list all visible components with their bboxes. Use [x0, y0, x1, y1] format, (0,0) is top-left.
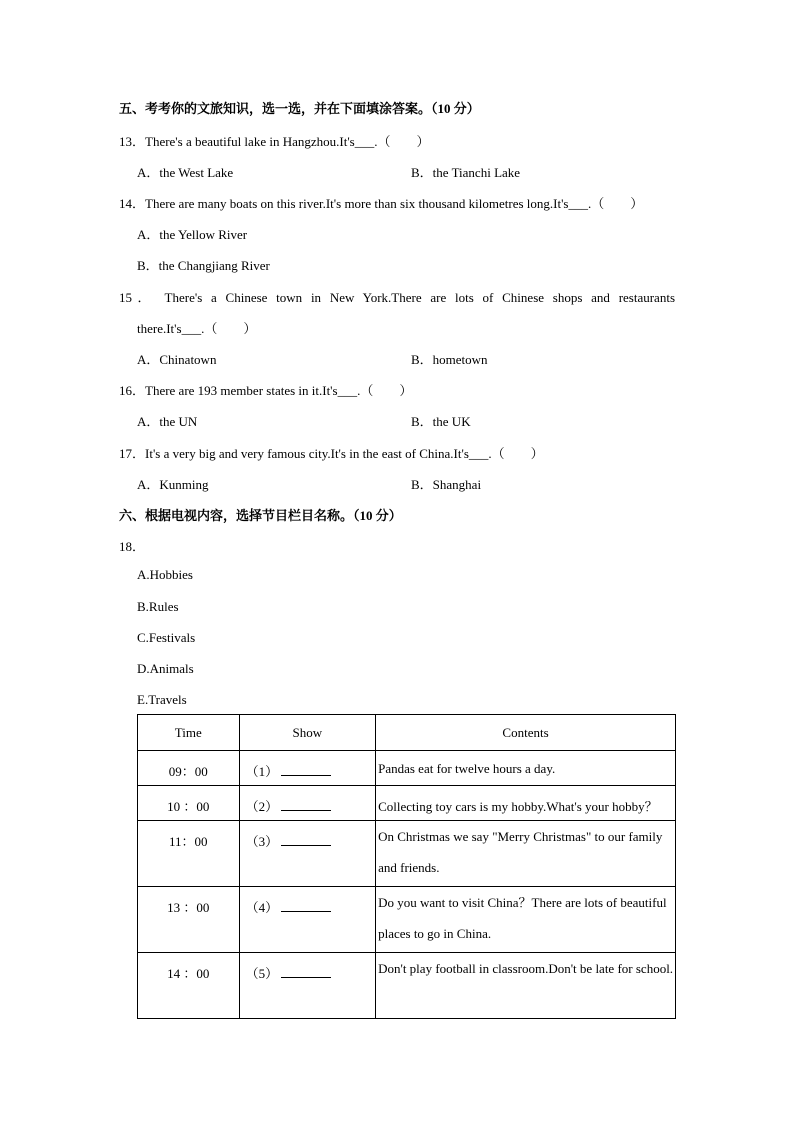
answer-blank[interactable]	[281, 798, 331, 811]
question-15-line2: there.It's___.（ ）	[137, 321, 257, 336]
row-contents: On Christmas we say "Merry Christmas" to our family and friends.	[376, 821, 676, 887]
show-number: （5）	[245, 966, 279, 981]
row-contents: Collecting toy cars is my hobby.What's your hobby？	[376, 786, 676, 821]
section5-heading: 五、考考你的文旅知识，选一选，并在下面填涂答案。（10 分）	[119, 101, 480, 116]
row-show	[239, 821, 376, 887]
answer-blank[interactable]	[281, 899, 331, 912]
table-row	[138, 953, 676, 1019]
q16-option-b: B．the UK	[411, 414, 471, 429]
row-time: 10 ：00	[138, 786, 240, 821]
row-contents: Don't play football in classroom.Don't be late for school.	[376, 953, 676, 1019]
row-contents: Pandas eat for twelve hours a day.	[376, 751, 676, 786]
question-15-line1: 15． There's a Chinese town in New York.There are lots of Chinese shops and restaurants	[119, 290, 675, 305]
header-time: Time	[138, 715, 240, 751]
row-show	[239, 751, 376, 786]
table-row	[138, 887, 676, 953]
q13-option-a: A．the West Lake	[137, 165, 234, 180]
row-time: 11：00	[138, 821, 240, 887]
q13-option-b: B．the Tianchi Lake	[411, 165, 521, 180]
show-number: （3）	[245, 834, 279, 849]
table-header-row	[138, 715, 676, 751]
question-16: 16．There are 193 member states in it.It's___.（ ）	[119, 383, 413, 398]
show-number: （4）	[245, 900, 279, 915]
q17-option-b: B．Shanghai	[411, 477, 482, 492]
q14-option-a: A．the Yellow River	[137, 227, 248, 242]
option-rules: B.Rules	[137, 599, 179, 614]
show-number: （1）	[245, 764, 279, 779]
row-time: 09：00	[138, 751, 240, 786]
table-row	[138, 751, 676, 786]
table-row	[138, 821, 676, 887]
question-14: 14．There are many boats on this river.It's more than six thousand kilometres long.It's___.（ ）	[119, 196, 644, 211]
row-show	[239, 887, 376, 953]
show-number: （2）	[245, 799, 279, 814]
option-festivals: C.Festivals	[137, 630, 196, 645]
answer-blank[interactable]	[281, 763, 331, 776]
q15-option-a: A．Chinatown	[137, 352, 217, 367]
option-travels: E.Travels	[137, 692, 187, 707]
q15-option-b: B．hometown	[411, 352, 488, 367]
answer-blank[interactable]	[281, 833, 331, 846]
header-show: Show	[239, 715, 376, 751]
answer-blank[interactable]	[281, 965, 331, 978]
option-hobbies: A.Hobbies	[137, 567, 193, 582]
q17-option-a: A．Kunming	[137, 477, 209, 492]
tv-schedule-table	[137, 714, 676, 1019]
row-time: 14 ：00	[138, 953, 240, 1019]
question-13: 13．There's a beautiful lake in Hangzhou.It's___.（ ）	[119, 134, 430, 149]
row-contents: Do you want to visit China？There are lots of beautiful places to go in China.	[376, 887, 676, 953]
row-time: 13 ：00	[138, 887, 240, 953]
option-animals: D.Animals	[137, 661, 194, 676]
question-18: 18．	[119, 539, 146, 554]
row-show	[239, 786, 376, 821]
q14-option-b: B．the Changjiang River	[137, 258, 270, 273]
table-row	[138, 786, 676, 821]
section6-heading: 六、根据电视内容，选择节目栏目名称。（10 分）	[119, 508, 402, 523]
header-contents: Contents	[376, 715, 676, 751]
question-17: 17．It's a very big and very famous city.It's in the east of China.It's___.（ ）	[119, 446, 544, 461]
q16-option-a: A．the UN	[137, 414, 198, 429]
row-show	[239, 953, 376, 1019]
